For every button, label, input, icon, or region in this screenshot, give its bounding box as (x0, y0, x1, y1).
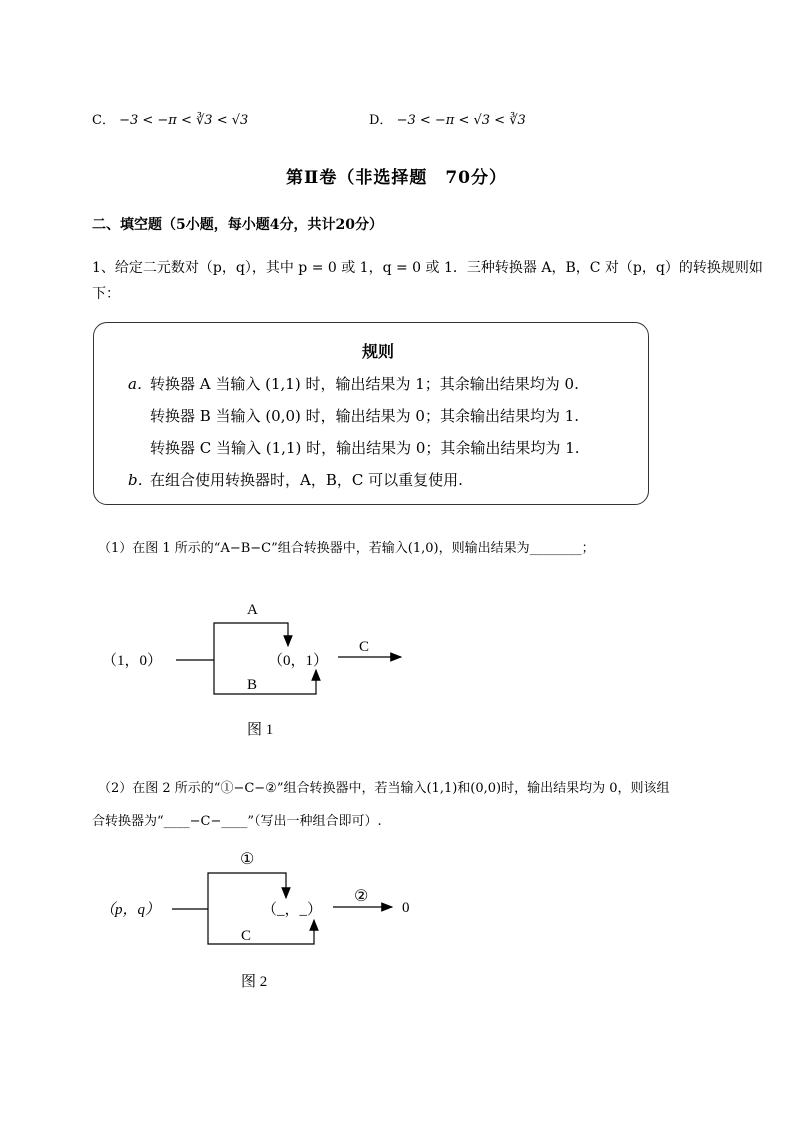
rule-a2: 转换器 B 当输入 (0,0) 时，输出结果为 0；其余输出结果均为 1. (150, 407, 580, 425)
option-d-math: −3 < −π < √3 < ∛3 (396, 113, 526, 128)
fig1-caption: 图 1 (247, 722, 274, 738)
fig2-arrow-label: ② (354, 888, 369, 905)
rule-a3: 转换器 C 当输入 (1,1) 时，输出结果为 0；其余输出结果均为 1. (150, 439, 580, 457)
figure-2 (90, 842, 430, 997)
section-heading: 二、填空题（5小题，每小题4分，共计20分） (92, 217, 383, 233)
rules-title: 规则 (362, 342, 395, 361)
part-title: 第Ⅱ卷（非选择题 70分） (286, 168, 507, 188)
fig2-top-label: ① (240, 851, 255, 868)
fig1-input: （1，0） (102, 653, 163, 669)
fig1-bottom-label: B (247, 677, 258, 693)
fig2-caption: 图 2 (241, 974, 268, 990)
option-d (369, 109, 526, 128)
fig2-bottom-label: C (241, 928, 252, 944)
rule-b: 在组合使用转换器时，A，B，C 可以重复使用. (150, 471, 463, 489)
rule-b-label: b． (128, 471, 153, 489)
option-c (92, 109, 248, 128)
option-c-math: −3 < −π < ∛3 < √3 (119, 113, 249, 128)
option-d-label: D． (369, 113, 393, 128)
rule-a1: 转换器 A 当输入 (1,1) 时，输出结果为 1；其余输出结果均为 0. (150, 375, 579, 393)
rule-a-label: a． (128, 375, 152, 393)
question-stem-line2: 下： (92, 286, 120, 302)
fig1-middle: （0，1） (268, 653, 329, 669)
sub-question-2-line1: （2）在图 2 所示的“①−C−②”组合转换器中，若当输入(1,1)和(0,0)时，输出结果均为 0，则该组 (98, 781, 670, 796)
sub-question-1: （1）在图 1 所示的“A−B−C”组合转换器中，若输入(1,0)，则输出结果为________； (98, 541, 595, 556)
option-c-label: C． (92, 113, 115, 128)
fig2-output: 0 (402, 900, 410, 916)
fig2-middle: （_，_） (262, 902, 323, 918)
question-stem-line1: 1、给定二元数对（p，q），其中 p = 0 或 1，q = 0 或 1．三种转换器 A，B，C 对（p，q）的转换规则如 (92, 260, 763, 276)
sub-question-2-line2: 合转换器为“____−C−____”（写出一种组合即可）. (92, 814, 382, 829)
fig1-top-label: A (247, 602, 258, 618)
fig1-arrow-label: C (359, 639, 370, 655)
figure-1 (90, 590, 420, 750)
fig2-input: （p，q） (100, 902, 161, 918)
